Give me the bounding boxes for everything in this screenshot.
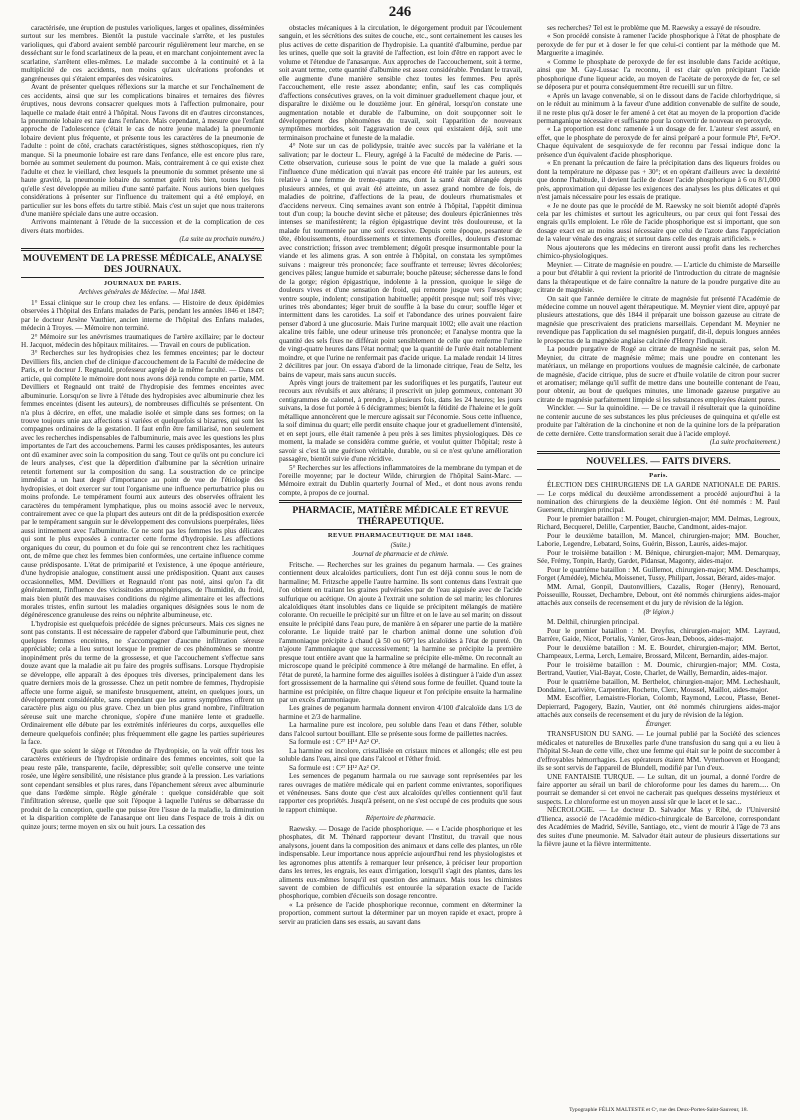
- divider: [537, 469, 780, 470]
- paragraph: MM. Escoffier, Lemaistre-Florian, Colomb, Raymond, Lecou, Plasse, Benet-Depierrard, Pagogery, Bazin, Vautier, ont été nommés chirurgiens aides-major attachés aux conseils de recensement et du jury de révision de la légion.: [537, 694, 780, 720]
- paragraph: TRANSFUSION DU SANG. — Le journal publié par la Société des sciences médicales et naturelles de Bruxelles parle d'une transfusion du sang qui a eu lieu à l'hôpital St-Jean de cette ville, chez une femme qui était sur le point de succomber à d'effroyables hémorrhagies. Les opérateurs étaient MM. Vytterhoeven et Hoogand; ils se sont servis de l'appareil de Blundell, modifié par l'un d'eux.: [537, 730, 780, 773]
- paragraph: « La présence de l'acide phosphorique reconnue, comment en déterminer la proportion, comment surtout la déterminer par un moyen rapide et exact, propre à servir au praticien dans ses essais, au savant dans: [279, 900, 522, 926]
- legion-heading: (8ᵉ légion.): [643, 608, 674, 616]
- paragraph: Pour le troisième bataillon : M. Doumic, chirurgien-major; MM. Costa, Bertrand, Vautier, Vial-Bayat, Coste, Charlet, de Wailly, Bernardin, aides-major.: [537, 660, 780, 678]
- archives-heading: Archives générales de Médecine. — Mai 1848.: [79, 289, 206, 297]
- section-title-presse: MOUVEMENT DE LA PRESSE MÉDICALE, ANALYSE DES JOURNAUX.: [22, 252, 263, 275]
- paragraph: Avant de présenter quelques réflexions sur la marche et sur l'enchaînement de ces accidents, ainsi que sur les complications binaires et ternaires des fièvres éruptives, nous devrons consacrer quelques mots à l'affection pulmonaire, pour laquelle ce malade était entré à l'hôpital. Nous l'avons dit en d'autres circonstances, la pneumonie lobaire est rare dans l'enfance. Mais cependant, à mesure que l'enfant approche de l'adolescence (c'était le cas de notre jeune malade) la pneumonie lobaire devient plus fréquente, et présente tous les caractères de la pneumonie de l'adulte : point de côté, crachats caractéristiques, signes stéthoscopiques, rien n'y manque. Si la pneumonie lobaire est rare dans l'enfance, elle est encore plus rare, bornée au sommet seulement du poumon. Mais, contrairement à ce qui existe chez l'adulte et chez le vieillard, chez lesquels la pneumonie du sommet présente une si haute gravité, la pneumonie lobaire du sommet guérit très bien, toutes les fois qu'elle s'est développée au milieu d'une santé parfaite. Nous aurions bien quelques considérations à présenter sur l'influence du traitement qui a été employé, en particulier sur les bons effets du tartre stibié. Mais c'est un sujet que nous traiterons d'une manière spéciale dans une autre occasion.: [21, 83, 264, 218]
- paragraph: M. Delthil, chirurgien principal.: [547, 618, 640, 627]
- paragraph: Sa formule est : C²⁷ H¹⁴ Az² O².: [289, 738, 381, 747]
- paris-heading: Paris.: [649, 471, 668, 479]
- paragraph: 5° Recherches sur les affections inflammatoires de la membrane du tympan et de l'oreille moyenne; par le docteur Wilde, chirurgien de l'hôpital Saint-Marc. — Mémoire extrait du Dublin quarterly Journal of Med., et dont nous avons rendu compte, à propos de ce journal.: [279, 463, 522, 497]
- paragraph: Pour le premier bataillon : M. Dreyfus, chirurgien-major; MM. Layraud, Barrère, Gaide, Nicot, Portalis, Vanier, Gros-Jean, Deboos, aides-major.: [537, 626, 780, 644]
- paragraph: L'hydropisie est quelquefois précédée de signes précurseurs. Mais ces signes ne sont pas constants. Il est nécessaire de rappeler d'abord que l'albuminurie peut, chez quelques femmes enceintes, ne s'accompagner d'aucune infiltration séreuse appréciable; cela a lieu surtout lorsque le premier de ces phénomènes se montre inopinément près du terme de la grossesse, et que l'accouchement s'effectue sans douze avant que la maladie ait pu faire des progrès suffisans. Lorsque l'hydropisie se développe, elle apparaît à des époques très diverses, principalement dans les quatre derniers mois de la grossesse. Chez un petit nombre de femmes, l'hydropisie affecte une forme aiguë, se manifeste brusquement, atteint, en quelques jours, un développement considérable, sans cependant que les autres symptômes offrent un caractère plus aigu ou plus grave. Chez un bien plus grand nombre, l'infiltration séreuse suit une marche chronique, s'opère d'une manière lente et graduelle. Ordinairement elle débute par les extrémités inférieures du corps, auxquelles elle demeure quelquefois confinée; plus fréquemment elle gagne les parties supérieures la face.: [21, 619, 264, 747]
- continued-note: (La suite au prochain numéro.): [179, 236, 264, 244]
- paragraph: Pour le quatrième bataillon, M. Berthelot, chirurgien-major; MM. Lecheshault, Dondaine, Larivière, Carpentier, Rochette, Clerc, Moussel, Maillot, aides-major.: [537, 677, 780, 694]
- paragraph: « Comme le phosphate de peroxyde de fer est insoluble dans l'acide acétique, ainsi que M. Gay-Lussac l'a reconnu, il est clair qu'en précipitant l'acide phosphorique d'une liqueur acide, au moyen de l'acétate de peroxyde de fer, ce sel se déposera pur et pourra conséquemment être recueilli sur un filtre.: [537, 57, 780, 92]
- paragraph: La poudre purgative de Rogé au citrate de magnésie ne serait pas, selon M. Meynier, du citrate de magnésie même; mais une poudre en contenant les matériaux, un mélange en proportions voulues de magnésie calcinée, de carbonate de magnésie, d'acide citrique, plus de sucre et d'huile volatile de citron pour sucrer et aromatiser; mélange qu'il suffit de mettre dans une bouteille contenant de l'eau, pour obtenir, au bout de quelques minutes, une limonade gazeuse purgative au citrate de magnésie parfaitement limpide si les substances employées étaient pures.: [537, 345, 780, 404]
- paragraph: Les semences de peganum harmala ou rue sauvage sont représentées par les rares ouvrages de matière médicale qui en parlent comme enivrantes, soporifiques et vénéneuses. Sans doute que c'est aux alcaloïdes qu'elles contiennent qu'il faut rapporter ces propriétés. Jusqu'à présent, on ne s'est occupé de ces produits que sous le rapport chimique.: [279, 772, 522, 814]
- paragraph: ÉLECTION DES CHIRURGIENS DE LA GARDE NATIONALE DE PARIS. — Le corps médical du deuxième arrondissement a procédé aujourd'hui à la nomination des chirurgiens de la deuxième légion. Ont été nommés : M. Paul Guersent, chirurgien principal.: [537, 481, 780, 515]
- paragraph: caractérisée, une éruption de pustules varioliques, larges et opalines, disséminées surtout sur les membres. Bientôt la pustule vaccinale s'arrête, et les pustules varioliques, qui d'abord avaient semblé parcourir régulièrement leur marche, en se desséchant sur le fond scarlatineux de la peau, et en marchant conjointement avec la scarlatine, s'arrêtent elles-mêmes. Le malade succombe à la continuité et à la multiplicité de ces accidents, non moins qu'aux ulcérations profondes et gangréneuses qui s'étaient emparées des vésicatoires.: [21, 24, 264, 83]
- paragraph: UNE FANTAISIE TURQUE. — Le sultan, dit un journal, a donné l'ordre de faire apporter au sérail un baril de chloroforme pour les dames du harem..... On pourrait se demander si cet envoi ne cacherait pas quelques desseins mystérieux et suspects. Le chloroforme est un moyen aussi sûr que le lacet et le sac...: [537, 772, 780, 806]
- paragraph: 4° Note sur un cas de polidypsie, traitée avec succès par la valériane et la salivation; par le docteur L. Fleury, agrégé à la Faculté de médecine de Paris. — Cette observation, curieuse sous le point de vue que la malade a guéri sous l'influence d'une médication qui n'avait pas encore été traitée par les auteurs, est relative à une femme de trente-quatre ans, dont la santé était dérangée depuis plusieurs années, et qui avait été atteinte, un assez grand nombre de fois, de maladies de poitrine, d'affections de la peau, de douleurs rhumatismales et d'accidens nerveux. Cinq semaines avant son entrée à l'hôpital, l'appétit diminua tout d'un coup; la bouche devint sèche et pâteuse; des douleurs épicrâniennes très intenses se manifestèrent; la région épigastrique devint très douloureuse, et la malade fut tourmentée par une soif excessive. Depuis cette époque, pesanteur de tête, éblouissements, étourdissements et tintements d'oreilles, douleurs d'estomac avec constriction; frisson avec tremblement; dégoût presque insurmontable pour la viande et les alimens gras. A son entrée à l'hôpital, on constata les symptômes suivans : maigreur très prononcée; face souffrante et terreuse; lèvres décolorées; gencives pâles; langue humide et saburrale; bouche pâteuse; sécheresse dans le fond de la gorge; région épigastrique, indolente à la pression, quoique le siège de douleurs vives et d'une sensation de froid, qui remonte jusque vers l'œsophage; ventre souple, indolent; constipation habituelle; appétit presque nul; soif très vive; urines très abondantes; léger bruit de souffle à la base du cœur; souffle léger et intermittent dans les carotides. La soif et l'abondance des urines pouvaient faire penser d'abord à une glucosurie. Mais l'urine marquait 1002; elle avait une réaction alcaline très faible, une odeur urineuse très prononcée; et l'analyse montra que la quantité des sels fixes ne différait point sensiblement de celle que renferme l'urine de vingt-quatre heures dans l'état normal; que la quantité de l'urée était notablement moindre, et que l'urine ne renfermait pas d'acide urique. La malade rendait 14 litres 2 décilitres par jour. On essaya d'abord de la limonade citrique, l'eau de Seltz, les bains de vapeur, mais sans aucun succès.: [279, 142, 522, 379]
- revue-heading: REVUE PHARMACEUTIQUE DE MAI 1848.: [327, 532, 474, 540]
- paragraph: Pour le premier bataillon : M. Pouget, chirurgien-major; MM. Delmas, Legroux, Richard, Becquerel, Delille, Carpentier, Bauche, Candmont, aides-major.: [537, 514, 780, 532]
- printer-footer: Typographie FÉLIX MALTESTE et Cᵉ, rue des Deux-Portes-Saint-Sauveur, 18.: [569, 1107, 748, 1113]
- paragraph: Winckler. — Sur la quinoïdine. — De ce travail il résulterait que la quinoïdine ne contenir aucune de ses substances les plus précieuses de quinquina et qu'elle est produite par l'altération de la cinchonine et non de la quinine lors de la préparation de cette dernière. Cette transformation serait due à l'acide employé.: [537, 404, 780, 438]
- divider: [279, 529, 522, 530]
- paragraph: « En prenant la précaution de faire la précipitation dans des liqueurs froides ou dont la température ne dépasse pas + 30°; et en opérant d'ailleurs avec la dextérité que donne l'habitude, il devient facile de doser l'acide phosphorique à 6 ou 8/1,000 près, approximation qui dépasse les exigences des analyses les plus délicates et qui n'est jamais nécessaire pour les essais de pratique.: [537, 159, 780, 202]
- paragraph: Pour le troisième bataillon : M. Bénique, chirurgien-major; MM. Demarquay, Sée, Frémy, Tonpin, Hardy, Gardet, Pidansat, Magonty, aides-major.: [537, 548, 780, 566]
- paragraph: Après vingt jours de traitement par les sudorifiques et les purgatifs, l'auteur eut recours aux révulsifs et aux altérans; il prescrivit un julep gommeux, contenant 30 centigrammes de calomel, à prendre, à plusieurs fois, dans les 24 heures; les jours suivans, la dose fut portée à 6 décigrammes; bientôt la fétidité de l'haleine et le goût métallique annoncèrent que le mercure agissait sur l'économie. Sous cette influence, la soif diminua du quart; elle perdit ensuite chaque jour et graduellement d'intensité, et en sept jours, elle était ramenée à peu près à ses limites physiologiques. Dès ce moment, la malade se considéra comme guérie, et voulut quitter l'hôpital; reste à savoir si c'est là une guérison véritable, durable, ou si ce n'est qu'une amélioration passagère, bientôt suivie d'une récidive.: [279, 379, 522, 464]
- section-title-nouvelles: NOUVELLES. — FAITS DIVERS.: [586, 455, 731, 467]
- paragraph: 1° Essai clinique sur le croup chez les enfans. — Histoire de deux épidémies observées à l'hôpital des Enfans malades de Paris, pendant les années 1846 et 1847; par le docteur Arsène Vauthier, ancien interne de l'hôpital des Enfans malades, médecin à Troyes. — Mémoire non terminé.: [21, 298, 264, 333]
- section-divider: [21, 248, 264, 251]
- paragraph: Raewsky. — Dosage de l'acide phosphorique. — « L'acide phosphorique et les phosphates, dit M. Thénard rapporteur devant l'Institut, du travail que nous analysons, jouent dans la composition des animaux et dans celle des plantes, un rôle indispensable. Leur importance nous apprécie aujourd'hui rend les physiologistes et les agronomes plus attentifs à remarquer leur présence, à préciser leur proportion dans les terres, les engrais, les eaux d'irrigation, lorsqu'il s'agit des plantes, dans les aliments eux-mêmes lorsqu'il est question des animaux. Mais tous les chimistes savent de combien de difficultés est entourée la séparation exacte de l'acide phosphorique, combien d'écueils son dosage rencontre.: [279, 824, 522, 901]
- paragraph: MM. Arnal, Gonpil, Dautonvilliers, Cazalis, Roger (Henry), Renouard, Poisseuille, Rousset, Dechambre, Debout, ont été nommés chirurgiens aides-major attachés aux conseils de recensement et du jury de révision de la légion.: [537, 582, 780, 608]
- etranger-heading: Étranger.: [645, 720, 672, 728]
- divider: [21, 277, 264, 278]
- paragraph: « Après un lavage convenable, si on le dissout dans de l'acide chlorhydrique, si on le réduit au minimum à la faveur d'une addition convenable de sulfite de soude, il ne reste plus qu'à doser le fer amené à cet état au moyen de la proportion d'acide permanganique nécessaire et suffisante pour la convertir de nouveau en peroxyde.: [537, 91, 780, 125]
- paragraph: Sa formule est : C²⁷ H¹² Az² O².: [289, 763, 380, 772]
- paragraph: Arrivons maintenant à l'étude de la succession et de la complication de ces divers états morbides.: [21, 218, 264, 235]
- paragraph: Pour le deuxième bataillon, M. Mancel, chirurgien-major; MM. Boucher, Laborie, Legendre, Lebatard, Soins, Guérin, Bisson, Laurès, aides-major.: [537, 531, 780, 549]
- section-divider: [279, 500, 522, 503]
- continued-note: (La suite prochainement.): [709, 439, 780, 447]
- paragraph: ses recherches? Tel est le problème que M. Raewsky a essayé de résoudre.: [547, 24, 761, 32]
- paragraph: obstacles mécaniques à la circulation, le dégorgement produit par l'écoulement sanguin, et les sécrétions des suites de couche, etc., sont certainement les causes les plus actives de cette disparition de l'hydropisie. La quantité d'albumine, perdue par les urines, quelle que soit la gravité de l'affection, est loin d'être en rapport avec le volume et l'étendue de l'anasarque. Aux approches de l'accouchement, soit à terme, soit avant terme, cette quantité d'albumine est assez considérable. Pendant le travail, elle augmente d'une manière sensible chez toutes les femmes. Peu après l'accouchement, elle reste assez abondante; enfin, sauf les cas compliqués d'affections consécutives graves, on la voit diminuer graduellement chaque jour, et disparaître le dixième ou le douzième jour. En général, lorsqu'on constate une augmentation notable et durable de l'albumine, on doit soupçonner soit le développement des phénomènes du travail, soit l'apparition de nouveaux symptômes morbides, soit l'aggravation de ceux qui existaient déjà, soit une terminaison prochaine et funeste de la maladie.: [279, 24, 522, 142]
- paragraph: Pour le deuxième bataillon : M. E. Bourdet, chirurgien-major; MM. Bertot, Champeaux, Lerma, Lerch, Lemaire, Brossard, Milcent, Bernardin, aides-major.: [537, 643, 780, 661]
- paragraph: « Je ne doute pas que le procédé de M. Raewsky ne soit bientôt adopté d'après cela par les chimistes et surtout les agriculteurs, ou par ceux qui font l'essai des engrais qu'ils emploient. Le rôle de l'acide phosphorique est si important, que son dosage exact est au moins aussi nécessaire que celui de l'azote dans l'appréciation de la valeur vénale des engrais; et surtout dans celle des engrais artificiels. »: [537, 201, 780, 244]
- page-number: 246: [388, 4, 412, 20]
- paragraph: On sait que l'année dernière le citrate de magnésie fut présenté l'Académie de médecine comme un nouvel agent thérapeutique. M. Meynier vient dire, appuyé par plusieurs attestations, que dès 1844 il préparait une boisson gazeuse au citrate de magnésie que prescrivaient des praticiens marseillais. Cependant M. Meynier ne revendique pas l'application du sel magnésien purgatif, dit-il, depuis longues années le prospectus de la magnésie anglaise calcinée d'Henry l'indiquait.: [537, 294, 780, 345]
- paragraph: La harmine est incolore, cristallisée en cristaux minces et allongés; elle est peu soluble dans l'eau, ainsi que dans l'alcool et l'éther froid.: [279, 746, 522, 764]
- paragraph: 3° Recherches sur les hydropisies chez les femmes enceintes; par le docteur Devilliers fils, ancien chef de clinique d'accouchement de la Faculté de médecine de Paris, et le docteur J. Regnauld, professeur agrégé de la même faculté. — Dans cet article, qui complète le mémoire dont nous avons déjà rendu compte en partie, MM. Devilliers et Regnauld ont traité de l'hydropisie des femmes enceintes avec albuminurie. Lorsqu'on se livre à l'étude des hydropisies avec albuminurie chez les femmes enceintes (disent les auteurs), de nombreuses difficultés se présentent. On n'a plus à décrire, en effet, une maladie isolée et simple dans ses formes; on la trouve toujours unie aux affections si variées et quelquefois si bizarres, qui sont les compagnes ordinaires de la gestation. Il faut enfin être familiarisé, non seulement avec les recherches indispensables de l'albuminurie, mais avec les questions les plus importantes de l'art des accouchemens. Parmi les causes prédisposantes, les auteurs ont dû examiner avec soin la composition du sang. Tout ce qu'ils ont pu conclure ici de leurs analyses, c'est que la déperdition d'albumine par la sécrétion urinaire retentit fortement sur la composition du sang. La soustraction de ce principe immédiat a un haut degré d'importance au point de vue de l'étiologie des hydropisies, et doit exercer sur tout l'organisme une influence perturbatrice plus ou moins profonde. Le tempérament fourni aux auteurs des observées offraient les caractères du tempérament lymphatique, plus ou moins associé avec le nerveux, contrairement avec ce que la plupart des auteurs ont dit de la prédisposition exercée par le tempérament sanguin sur le développement des convulsions puerpérales, liées aussi intimement avec l'albuminurie. Ce ne sont pas les femmes les plus délicates qui sont le plus exposées à contracter cette forme d'hydropisie. Les affections organiques du cœur, du poumon et du foie qui se rencontrent chez les rachitiques ont, de même que chez les femmes bien conformées, une certaine influence comme cause prédisposante. L'état de primiparité et l'existence, à une époque antérieure, d'une hydropisie analogue, constituent aussi une prédisposition. Quant aux causes occasionnelles, MM. Devilliers et Regnauld n'ont pas noté, ainsi qu'on l'a dit généralement, l'influence des vicissitudes atmosphériques, de l'humidité, du froid, mais bien plutôt des mauvaises conditions du régime alimentaire et les affections morales tristes, enfin surtout les maladies organiques désignées sous le nom de dégénérescence granuleuse des reins ou néphrite albumineuse, etc.: [21, 349, 264, 620]
- section-divider: [537, 451, 780, 454]
- paragraph: Quels que soient le siège et l'étendue de l'hydropisie, on la voit offrir tous les caractères extérieurs de l'hydropisie ordinaire des femmes enceintes, soit que la peau reste pâle, transparente, facile, dépressible; soit qu'elle conserve une teinte rosée, une légère sensibilité, une résistance plus grande à la pression. Les variations sont cependant sensibles et plus rares, dans l'épanchement séreux avec albuminurie que dans l'œdème simple. Règle générale : quelque considérable que soit l'infiltration séreuse, quelle que soit l'époque à laquelle l'utérus se débarrasse du produit de la conception, quelle que puisse être l'issue de la maladie, la diminution et la disparition complète de l'anasarque ont lieu dans l'espace de trois à dix ou quinze jours; terme moyen en six ou huit jours. La cessation des: [21, 746, 264, 831]
- journaux-paris-heading: JOURNAUX DE PARIS.: [103, 279, 182, 287]
- journal-pharmacie-heading: Journal de pharmacie et de chimie.: [352, 551, 449, 559]
- revue-suite: (Suite.): [390, 541, 411, 549]
- paragraph: Pour le quatrième bataillon : M. Guillemot, chirurgien-major; MM. Deschamps, Forget (Amédée), Michéa, Moissenet, Tussy, Philipart, Jossat, Bérard, aides-major.: [537, 565, 780, 583]
- paragraph: 2° Mémoire sur les anévrismes traumatiques de l'artère axillaire; par le docteur H. Jacquot, médecin des hôpitaux militaires. — Travail en cours de publication.: [21, 332, 264, 349]
- column-2: [279, 24, 522, 1104]
- paragraph: « La proportion est donc ramenée à un dosage de fer. L'auteur s'est assuré, en effet, que le phosphate de peroxyde de fer ainsi préparé a pour formule Ph², Fe²O³. Chaque équivalent de sesquioxyde de fer reconnu par l'essai indique donc la présence d'un équivalent d'acide phosphorique.: [537, 125, 780, 159]
- section-title-pharmacie: PHARMACIE, MATIÈRE MÉDICALE ET REVUE THÉRAPEUTIQUE.: [292, 505, 509, 528]
- column-3: [537, 24, 780, 1104]
- repertoire-heading: Répertoire de pharmacie.: [365, 815, 436, 823]
- paragraph: Nous ajouterons que les médecins en tireront aussi profit dans les recherches chimico-physiologiques.: [537, 243, 780, 261]
- column-1: [21, 24, 264, 1104]
- paragraph: La harmaline pure est incolore, peu soluble dans l'eau et dans l'éther, soluble dans l'alcool surtout bouillant. Elle se présente sous forme de paillettes nacrées.: [279, 721, 522, 738]
- paragraph: « Son procédé consiste à ramener l'acide phosphorique à l'état de phosphate de peroxyde de fer pur et à doser le fer que celui-ci contient par la méthode que M. Marguerite a imaginée.: [537, 32, 780, 58]
- paragraph: Fritsche. — Recherches sur les graines du peganum harmala. — Ces graines contiennent deux alcaloïdes particuliers, dont l'un est déjà connu sous le nom de harmaline; M. Fritzsche appelle l'autre harmine. Ils sont contenus dans l'extrait que l'on obtient en traitant les graines pulvérisées par de l'eau aiguisée avec de l'acide sulfurique ou acétique. On ajoute à l'extrait une solution de sel marin; les chlorures alcaloïdiques étant insolubles dans ce liquide se précipitent mélangés de matière colorante. On recueille le précipité sur un filtre et on le lave au sel marin; on dissout ensuite le précipité dans l'eau pure, de manière à en séparer une partie de la matière colorante. Le liquide traité par le charbon animal donne une solution d'où l'ammoniaque précipite à chaud (à 50 ou 60°) les alcaloïdes à l'état de pureté. On n'ajoute l'ammoniaque que successivement; la harmine se précipite la première presque tout entière avant que la harmaline se précipite elle-même. On reconnaît au microscope quand le précipité commence à être mélangé de harmaline. En effet, à l'état de pureté, la harmine forme des aiguilles isolées à distinguer à l'aide d'un assez fort grossissement de la harmaline qui s'étend sous forme de feuillet. Quand toute la harmine est précipitée, on filtre chaque liqueur et l'on précipite ensuite la harmaline par un excès d'ammoniaque.: [279, 560, 522, 704]
- paragraph: Les graines de peganum harmala donnent environ 4/100 d'alcaloïde dans 1/3 de harmine et 2/3 de harmaline.: [279, 704, 522, 721]
- paragraph: Meynier. — Citrate de magnésie en poudre. — L'article du chimiste de Marseille a pour but d'établir à qui revient la priorité de l'introduction du citrate de magnésie dans la thérapeutique et de faire connaître la nature de la poudre purgative dite au citrate de magnésie.: [537, 260, 780, 295]
- paragraph: NÉCROLOGIE. — Le docteur D. Salvador Mas y Ribé, de l'Université d'Ilienca, associé de l'Académie médico-chirurgicale de Barcelone, correspondant des Académies de Madrid, Séville, Santiago, etc., vient de mourir à l'âge de 73 ans des suites d'une pneumonie. M. Salvador était auteur de plusieurs dissertations sur la fièvre jaune et la fièvre intermittente.: [537, 806, 780, 849]
